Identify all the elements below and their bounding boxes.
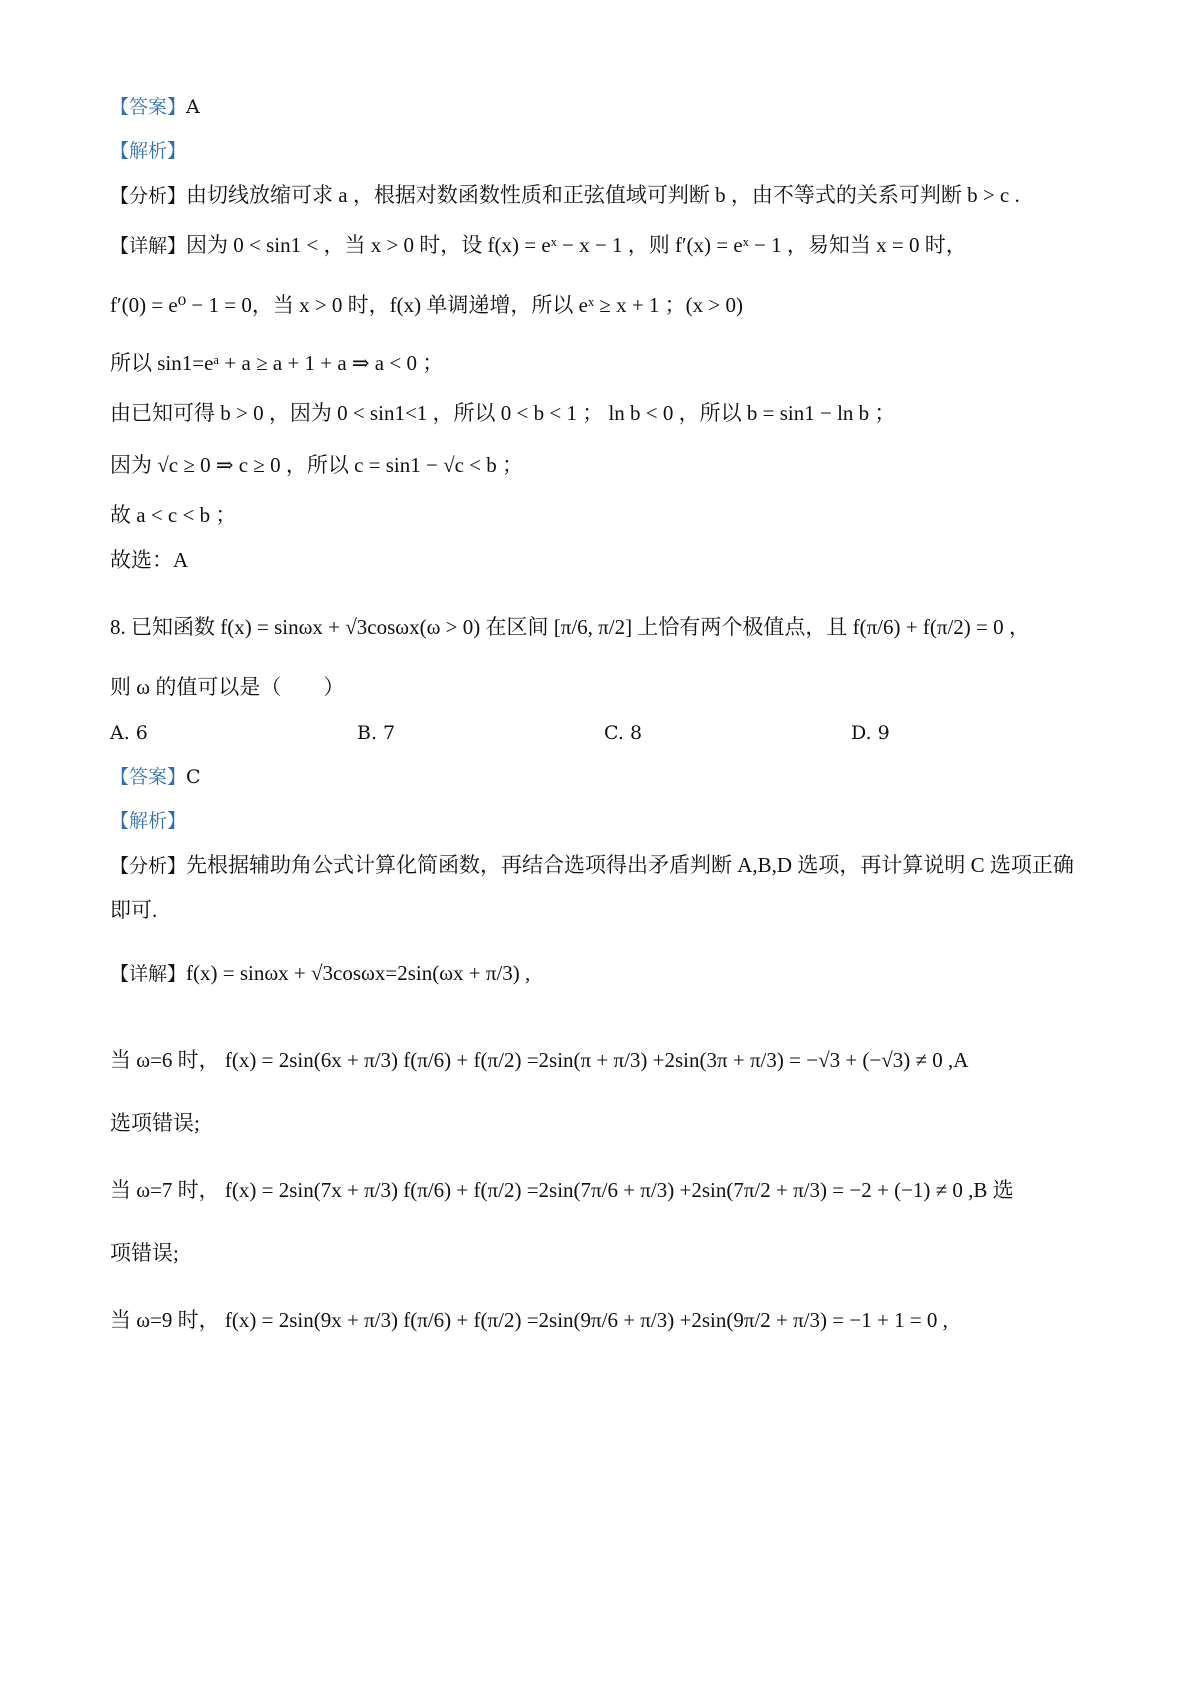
answer-tag: 【答案】 [110,766,187,788]
detail-7-line-5 [110,450,1100,481]
analysis-tag: 【解析】 [110,810,187,832]
analysis-text: 先根据辅助角公式计算化简函数，再结合选项得出矛盾判断 A,B,D 选项，再计算说明 C 选项正确 [186,853,1074,877]
answer-7 [110,92,1100,122]
answer-8 [110,762,1100,792]
detail-text: f′(0) = e⁰ − 1 = 0，当 x > 0 时，f(x) 单调递增，所以 eˣ ≥ x + 1 ；(x > 0) [110,293,744,317]
detail-7-line-2 [110,290,1100,321]
detail-8-line-4 [110,1175,1100,1206]
option-a: A. 6 [110,722,148,744]
analysis-7 [110,180,1100,211]
options-row [110,718,1100,748]
detail-8-line-1 [110,958,1100,989]
detail-text: 故选：A [110,548,189,572]
detail-text: 当 ω=9 时， f(x) = 2sin(9x + π/3) f(π/6) + f(π/2) =2sin(9π/6 + π/3) +2sin(9π/2 + π/3) = −1 + 1 = 0 , [110,1308,948,1332]
analysis-heading-8 [110,806,1100,836]
analysis-label: 【分析】 [110,185,187,207]
option-b: B. 7 [357,722,396,744]
detail-text: 因为 0 < sin1 < ，当 x > 0 时，设 f(x) = eˣ − x − 1 ，则 f′(x) = eˣ − 1 ，易知当 x = 0 时， [186,233,967,257]
detail-label: 【详解】 [110,235,187,257]
detail-text: 因为 √c ≥ 0 ⇒ c ≥ 0 ，所以 c = sin1 − √c < b ； [110,453,524,477]
analysis-text: 由切线放缩可求 a ，根据对数函数性质和正弦值域可判断 b ，由不等式的关系可判断 b > c . [186,183,1020,207]
analysis-8-line-1 [110,850,1100,881]
detail-7-line-6 [110,500,1100,531]
question-8-prompt [110,672,1100,703]
detail-text: 由已知可得 b > 0 ，因为 0 < sin1<1 ，所以 0 < b < 1 ； ln b < 0 ，所以 b = sin1 − ln b ； [110,401,896,425]
answer-value: A [186,96,200,118]
detail-7-line-4 [110,398,1100,429]
detail-text: 当 ω=7 时， f(x) = 2sin(7x + π/3) f(π/6) + f(π/2) =2sin(7π/6 + π/3) +2sin(7π/2 + π/3) = −2 + (−1) ≠ 0 ,B 选 [110,1178,1014,1202]
detail-label: 【详解】 [110,963,187,985]
answer-value: C [186,766,201,788]
analysis-heading-7 [110,136,1100,166]
analysis-label: 【分析】 [110,855,187,877]
analysis-tag: 【解析】 [110,140,187,162]
question-text: 8. 已知函数 f(x) = sinωx + √3cosωx(ω > 0) 在区间 [π/6, π/2] 上恰有两个极值点，且 f(π/6) + f(π/2) = 0 ， [110,615,1030,639]
detail-text: 当 ω=6 时， f(x) = 2sin(6x + π/3) f(π/6) + f(π/2) =2sin(π + π/3) +2sin(3π + π/3) = −√3 + (−√3) ≠ 0 ,A [110,1048,969,1072]
detail-text: f(x) = sinωx + √3cosωx=2sin(ωx + π/3) , [186,961,531,985]
option-d: D. 9 [851,722,890,744]
detail-7-line-3 [110,348,1100,379]
detail-8-line-5 [110,1238,1100,1269]
analysis-text: 即可. [110,898,158,922]
final-choice-7 [110,545,1100,576]
question-text: 则 ω 的值可以是（ ） [110,675,345,699]
analysis-8-line-2 [110,895,1100,926]
detail-8-line-3 [110,1108,1100,1139]
detail-text: 项错误; [110,1241,179,1265]
detail-text: 选项错误; [110,1111,200,1135]
detail-7-line-1 [110,230,1100,261]
detail-text: 所以 sin1=eᵃ + a ≥ a + 1 + a ⇒ a < 0 ； [110,351,444,375]
option-c: C. 8 [604,722,643,744]
detail-text: 故 a < c < b ； [110,503,237,527]
answer-tag: 【答案】 [110,96,187,118]
question-8-stem [110,612,1100,643]
detail-8-line-6 [110,1305,1100,1336]
detail-8-line-2 [110,1045,1100,1076]
